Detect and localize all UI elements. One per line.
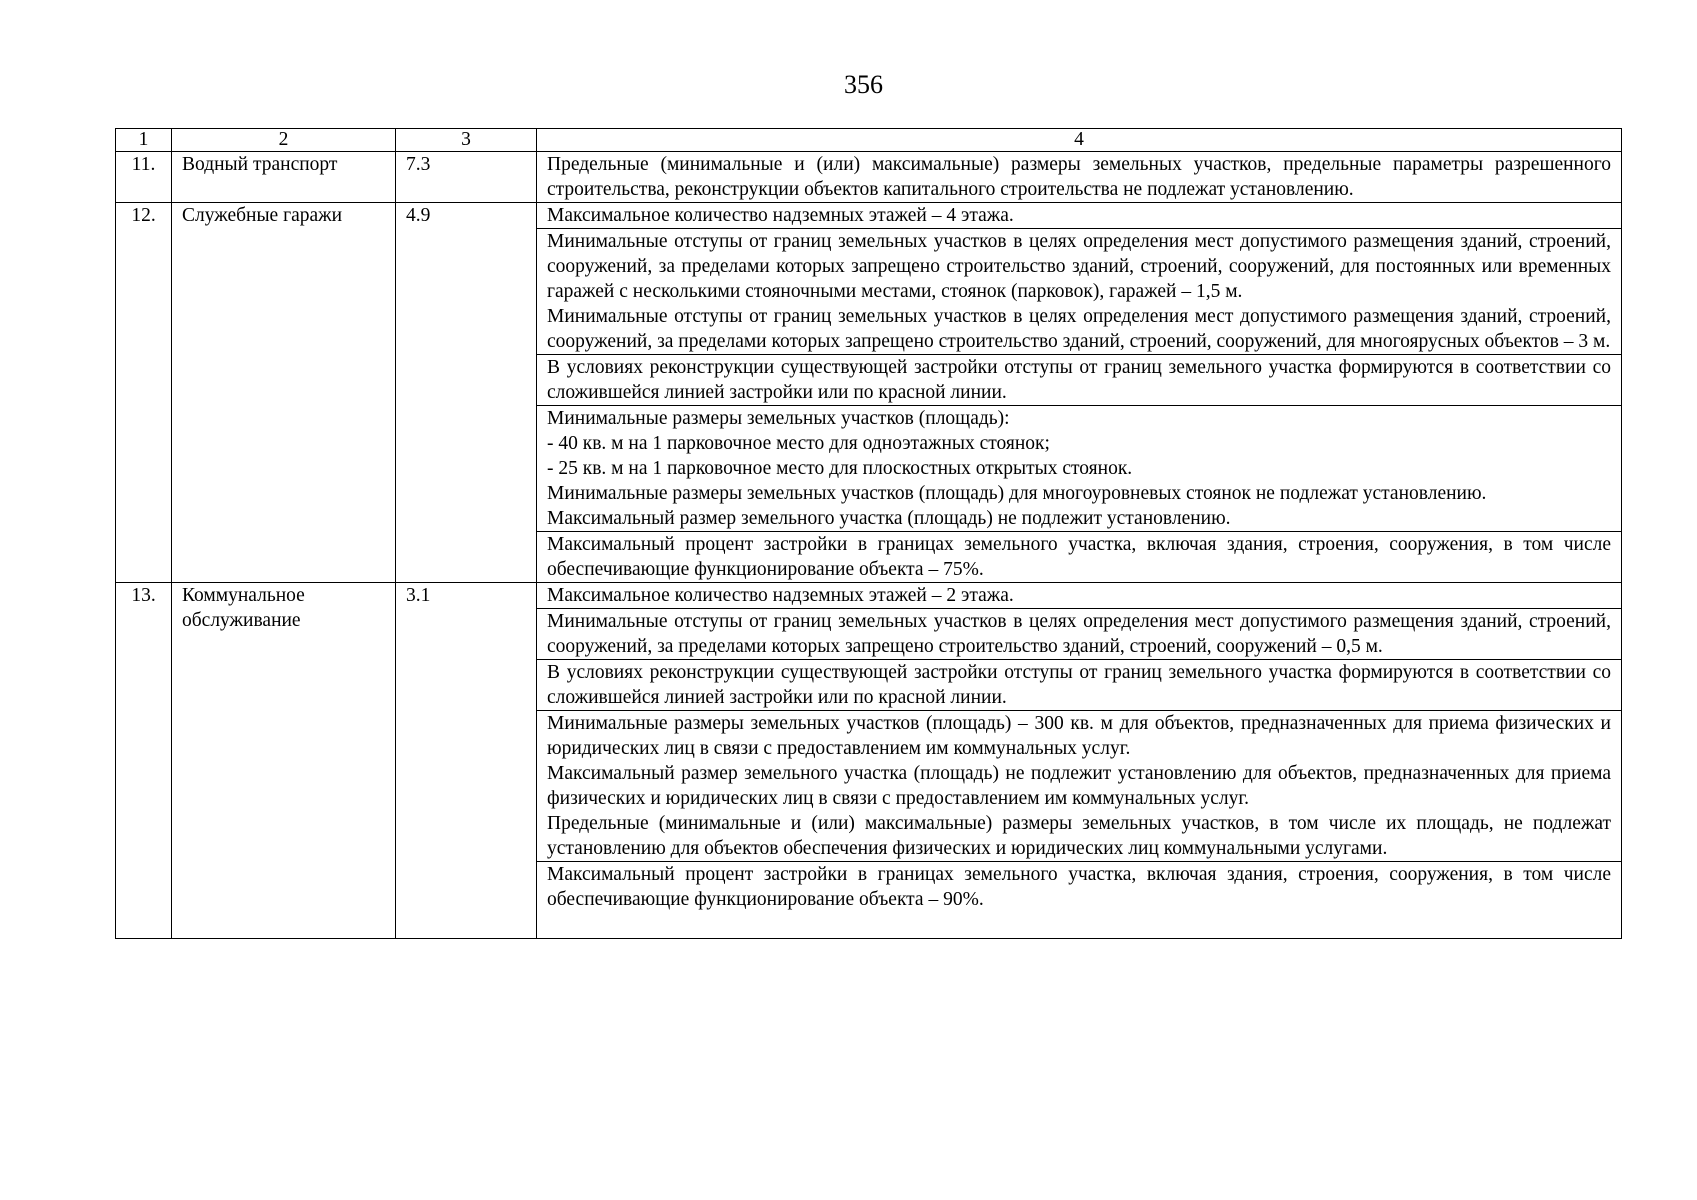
parameter-paragraph: Минимальные отступы от границ земельных участков в целях определения мест допустимого размещения зданий, строений, сооружений, за пределами которых запрещено строительство зданий, строений, сооружений, для многоярусных объектов – 3 м. [547,306,1611,352]
parameter-cell [537,532,1622,583]
row-number: 11. [116,152,172,203]
parameter-cell [537,406,1622,532]
parameter-cell [537,583,1622,609]
land-use-name: Водный транспорт [172,152,396,203]
parameter-paragraph: Минимальные размеры земельных участков (площадь): [547,408,1010,429]
parameter-cell [537,609,1622,660]
column-number-row [116,129,1622,152]
table-row [116,203,1622,229]
parameter-paragraph: - 40 кв. м на 1 парковочное место для одноэтажных стоянок; [547,433,1050,454]
parameter-cell [537,229,1622,355]
parameter-paragraph: Минимальные отступы от границ земельных участков в целях определения мест допустимого размещения зданий, строений, сооружений, за пределами которых запрещено строительство зданий, строений, сооружений – 0,5 м. [547,611,1611,657]
land-use-code: 4.9 [396,203,537,583]
parameter-paragraph: Минимальные отступы от границ земельных участков в целях определения мест допустимого размещения зданий, строений, сооружений, за пределами которых запрещено строительство зданий, строений, сооружений, для постоянных или временных гаражей с несколькими стояночными местами, стоянок (парковок), гаражей – 1,5 м. [547,231,1611,302]
parameter-paragraph: Предельные (минимальные и (или) максимальные) размеры земельных участков, в том числе их площадь, не подлежат установлению для объектов обеспечения физических и юридических лиц коммунальными услугами. [547,813,1611,859]
parameter-paragraph: - 25 кв. м на 1 парковочное место для плоскостных открытых стоянок. [547,458,1133,479]
land-use-name: Служебные гаражи [172,203,396,583]
row-number: 13. [116,583,172,939]
parameter-paragraph: Максимальное количество надземных этажей – 4 этажа. [547,205,1014,226]
parameter-cell [537,711,1622,862]
column-number-4: 4 [537,129,1622,152]
column-number-2: 2 [172,129,396,152]
parameter-cell [537,660,1622,711]
parameter-paragraph: Предельные (минимальные и (или) максимальные) размеры земельных участков, предельные параметры разрешенного строительства, реконструкции объектов капитального строительства не подлежат установлению. [547,154,1611,200]
parameter-paragraph: В условиях реконструкции существующей застройки отступы от границ земельного участка формируются в соответствии со сложившейся линией застройки или по красной линии. [547,357,1611,403]
parameter-paragraph: Максимальный процент застройки в границах земельного участка, включая здания, строения, сооружения, в том числе обеспечивающие функционирование объекта – 75%. [547,534,1611,580]
regulations-table [115,128,1622,939]
column-number-1: 1 [116,129,172,152]
parameter-cell [537,355,1622,406]
page-number: 356 [844,70,883,99]
table-row [116,583,1622,609]
parameter-paragraph: Минимальные размеры земельных участков (площадь) – 300 кв. м для объектов, предназначенных для приема физических и юридических лиц в связи с предоставлением им коммунальных услуг. [547,713,1611,759]
parameter-paragraph: Максимальное количество надземных этажей – 2 этажа. [547,585,1014,606]
land-use-code: 7.3 [396,152,537,203]
parameter-cell [537,862,1622,939]
land-use-name: Коммунальное обслуживание [172,583,396,939]
land-use-code: 3.1 [396,583,537,939]
row-number: 12. [116,203,172,583]
parameter-paragraph: В условиях реконструкции существующей застройки отступы от границ земельного участка формируются в соответствии со сложившейся линией застройки или по красной линии. [547,662,1611,708]
table-row [116,152,1622,203]
parameter-cell [537,152,1622,203]
regulations-table-body [116,129,1622,939]
parameter-paragraph: Максимальный процент застройки в границах земельного участка, включая здания, строения, сооружения, в том числе обеспечивающие функционирование объекта – 90%. [547,864,1611,910]
parameter-paragraph: Минимальные размеры земельных участков (площадь) для многоуровневых стоянок не подлежат установлению. [547,483,1487,504]
parameter-cell [537,203,1622,229]
parameter-paragraph: Максимальный размер земельного участка (площадь) не подлежит установлению для объектов, предназначенных для приема физических и юридических лиц в связи с предоставлением им коммунальных услуг. [547,763,1611,809]
column-number-3: 3 [396,129,537,152]
parameter-paragraph: Максимальный размер земельного участка (площадь) не подлежит установлению. [547,508,1231,529]
